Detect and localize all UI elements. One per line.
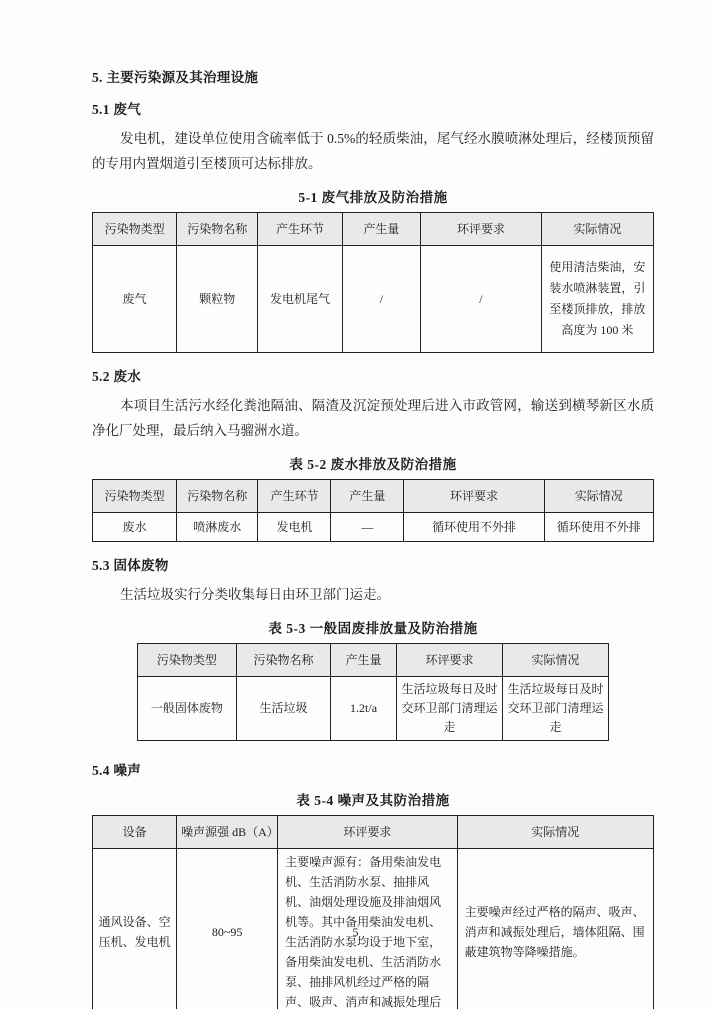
- table-cell: 1.2t/a: [331, 677, 397, 741]
- table-wrapper-5-4: [92, 815, 654, 1009]
- column-header: 产生环节: [258, 480, 331, 513]
- table-row: [93, 246, 654, 353]
- column-header: 实际情况: [541, 213, 653, 246]
- table-cell: 循环使用不外排: [544, 513, 653, 542]
- subsection-heading-5-1: 5.1 废气: [92, 102, 142, 117]
- section-heading: 5. 主要污染源及其治理设施: [92, 70, 259, 85]
- table-5-4: [92, 815, 654, 1009]
- table-5-1: [92, 212, 654, 353]
- table-cell: 主要噪声源有：备用柴油发电机、生活消防水泵、抽排风机、油烟处理设施及排油烟风机等。其中备用柴油发电机、生活消防水泵均设于地下室，备用柴油发电机、生活消防水泵、抽排风机经过严格的隔声、吸声、消声和减振处理后: [278, 849, 458, 1009]
- table-5-2: [92, 479, 654, 542]
- table-cell: 一般固体废物: [137, 677, 236, 741]
- column-header: 污染物类型: [93, 213, 177, 246]
- table-cell: /: [342, 246, 421, 353]
- table-cell: 颗粒物: [177, 246, 258, 353]
- table-cell: —: [331, 513, 404, 542]
- table-cell: 发电机: [258, 513, 331, 542]
- column-header: 污染物类型: [93, 480, 177, 513]
- table-title-5-4: 表 5-4 噪声及其防治措施: [296, 793, 450, 808]
- table-cell: /: [421, 246, 542, 353]
- table-header-row: [93, 213, 654, 246]
- column-header: 环评要求: [404, 480, 544, 513]
- column-header: 噪声源强 dB（A）: [177, 816, 278, 849]
- column-header: 污染物类型: [137, 644, 236, 677]
- column-header: 产生量: [342, 213, 421, 246]
- column-header: 实际情况: [503, 644, 609, 677]
- table-row: [93, 513, 654, 542]
- table-cell: 生活垃圾每日及时交环卫部门清理运走: [397, 677, 503, 741]
- page-number: 5: [352, 925, 359, 939]
- column-header: 环评要求: [421, 213, 542, 246]
- table-cell: 发电机尾气: [258, 246, 342, 353]
- table-cell: 生活垃圾: [236, 677, 330, 741]
- column-header: 设备: [93, 816, 177, 849]
- table-wrapper-5-2: [92, 479, 654, 542]
- table-cell: 使用清洁柴油，安装水喷淋装置，引至楼顶排放，排放高度为 100 米: [541, 246, 653, 353]
- table-wrapper-5-3: [137, 643, 609, 741]
- table-title-5-1: 5-1 废气排放及防治措施: [298, 190, 448, 205]
- paragraph-5-2: 本项目生活污水经化粪池隔油、隔渣及沉淀预处理后进入市政管网，输送到横琴新区水质净化厂处理，最后纳入马骝洲水道。: [92, 398, 654, 438]
- table-row: [137, 677, 608, 741]
- table-header-row: [93, 816, 654, 849]
- table-cell: 喷淋废水: [177, 513, 258, 542]
- table-5-3: [137, 643, 609, 741]
- column-header: 产生量: [331, 644, 397, 677]
- table-cell: 通风设备、空压机、发电机: [93, 849, 177, 1009]
- column-header: 污染物名称: [177, 480, 258, 513]
- column-header: 环评要求: [278, 816, 458, 849]
- column-header: 产生量: [331, 480, 404, 513]
- column-header: 污染物名称: [177, 213, 258, 246]
- table-title-5-2: 表 5-2 废水排放及防治措施: [289, 457, 457, 472]
- column-header: 实际情况: [457, 816, 653, 849]
- table-cell: 主要噪声经过严格的隔声、吸声、消声和减振处理后，墙体阻隔、围蔽建筑物等降噪措施。: [457, 849, 653, 1009]
- table-header-row: [137, 644, 608, 677]
- page-content: [92, 66, 654, 1009]
- column-header: 实际情况: [544, 480, 653, 513]
- subsection-heading-5-2: 5.2 废水: [92, 369, 142, 384]
- table-cell: 循环使用不外排: [404, 513, 544, 542]
- table-cell: 废气: [93, 246, 177, 353]
- subsection-heading-5-3: 5.3 固体废物: [92, 558, 169, 573]
- table-cell: 生活垃圾每日及时交环卫部门清理运走: [503, 677, 609, 741]
- table-wrapper-5-1: [92, 212, 654, 353]
- table-title-5-3: 表 5-3 一般固废排放量及防治措施: [268, 621, 478, 636]
- paragraph-5-3: 生活垃圾实行分类收集每日由环卫部门运走。: [120, 587, 390, 602]
- column-header: 产生环节: [258, 213, 342, 246]
- column-header: 环评要求: [397, 644, 503, 677]
- column-header: 污染物名称: [236, 644, 330, 677]
- table-cell: 废水: [93, 513, 177, 542]
- table-header-row: [93, 480, 654, 513]
- subsection-heading-5-4: 5.4 噪声: [92, 763, 142, 778]
- paragraph-5-1: 发电机，建设单位使用含硫率低于 0.5%的轻质柴油，尾气经水膜喷淋处理后，经楼顶预留的专用内置烟道引至楼顶可达标排放。: [92, 131, 654, 171]
- table-cell: 80~95: [177, 849, 278, 1009]
